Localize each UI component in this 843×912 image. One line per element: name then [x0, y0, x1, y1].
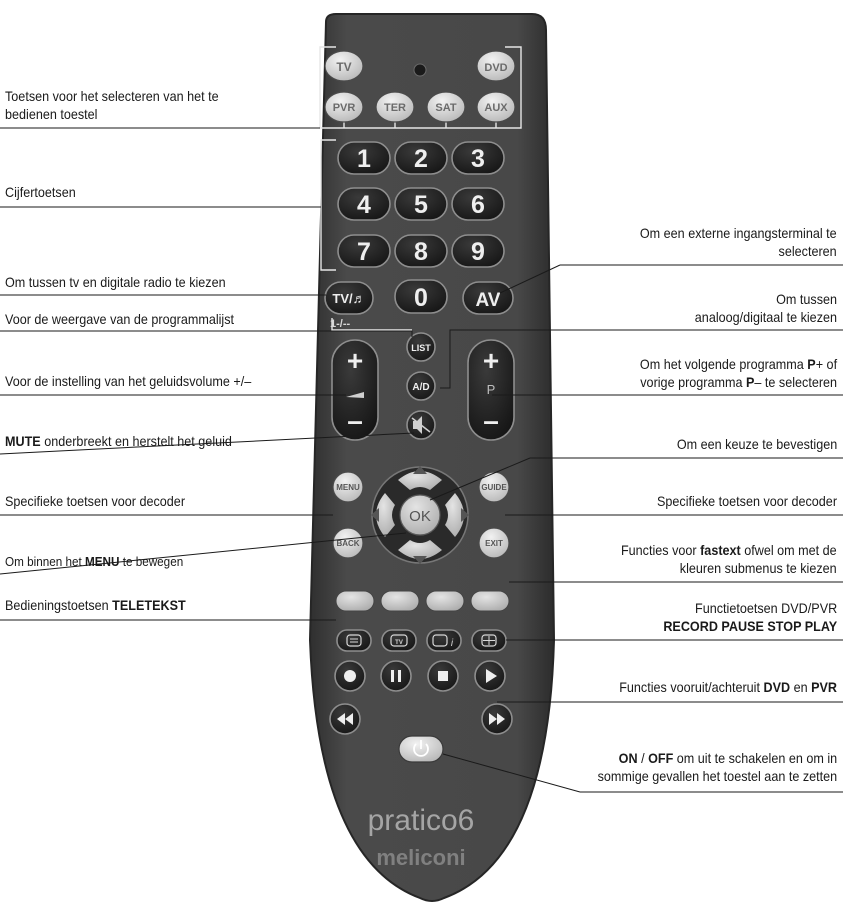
key-back[interactable]: [333, 528, 363, 558]
fastext-key-3[interactable]: [426, 591, 464, 611]
label-program: Om het volgende programma P+ of vorige programma P– te selecteren: [639, 356, 837, 390]
key-ad[interactable]: [407, 372, 435, 400]
key-tv-radio[interactable]: [325, 282, 373, 314]
label-decoder-left: Specifieke toetsen voor decoder: [5, 493, 186, 509]
key-record[interactable]: [335, 661, 365, 691]
key-tv-mode[interactable]: [382, 630, 416, 651]
stop-icon: [438, 671, 448, 681]
key-digit-1[interactable]: [338, 142, 390, 174]
program-minus: –: [483, 405, 499, 436]
key-rewind[interactable]: [330, 704, 360, 734]
label-device-select: Toetsen voor het selecteren van het te bedienen toestel: [5, 88, 219, 122]
key-digit-2[interactable]: [395, 142, 447, 174]
svg-text:AV: AV: [475, 290, 501, 311]
key-sat-label: SAT: [435, 102, 457, 114]
svg-text:9: 9: [471, 238, 485, 266]
key-stop[interactable]: [428, 661, 458, 691]
key-subtitle-info[interactable]: [427, 630, 461, 651]
key-exit[interactable]: [479, 528, 509, 558]
program-plus: +: [482, 345, 500, 376]
label-ad: Om tussen analoog/digitaal te kiezen: [694, 291, 837, 325]
svg-text:EXIT: EXIT: [485, 539, 503, 548]
label-menu-nav: Om binnen het MENU te bewegen: [5, 554, 184, 569]
fastext-key-4[interactable]: [471, 591, 509, 611]
svg-text:6: 6: [471, 191, 485, 219]
record-icon: [344, 670, 356, 682]
volume-rocker[interactable]: [332, 340, 378, 440]
fastext-key-1[interactable]: [336, 591, 374, 611]
key-digit-7[interactable]: [338, 235, 390, 267]
key-aux[interactable]: [477, 92, 515, 122]
key-guide[interactable]: [479, 472, 509, 502]
one-dash-label: 1-/--: [330, 318, 351, 330]
label-volume: Voor de instelling van het geluidsvolume +/–: [5, 373, 252, 389]
key-dvd-label: DVD: [484, 62, 508, 74]
svg-text:TV: TV: [395, 640, 403, 646]
svg-text:i: i: [450, 638, 454, 649]
key-digit-5[interactable]: [395, 188, 447, 220]
key-pvr[interactable]: [325, 92, 363, 122]
key-digit-8[interactable]: [395, 235, 447, 267]
ir-led-icon: [414, 64, 426, 76]
svg-text:0: 0: [414, 284, 428, 312]
fastext-key-2[interactable]: [381, 591, 419, 611]
svg-text:2: 2: [414, 145, 428, 173]
key-tv[interactable]: [325, 51, 363, 81]
label-dvd-pvr: Functietoetsen DVD/PVR RECORD PAUSE STOP PLAY: [663, 600, 837, 634]
key-pause[interactable]: [381, 661, 411, 691]
label-av: Om een externe ingangsterminal te selecteren: [640, 225, 837, 259]
key-digit-0[interactable]: [395, 280, 447, 313]
key-av[interactable]: [463, 282, 513, 314]
label-mute: MUTE onderbreekt en herstelt het geluid: [5, 433, 232, 449]
key-aux-label: AUX: [484, 102, 508, 114]
svg-text:OK: OK: [409, 508, 431, 525]
key-dvd[interactable]: [477, 51, 515, 81]
key-mix[interactable]: [472, 630, 506, 651]
program-rocker[interactable]: [468, 340, 514, 440]
svg-text:MENU: MENU: [336, 483, 360, 492]
brand-name: meliconi: [376, 845, 466, 870]
label-power: ON / OFF om uit te schakelen en om in sommige gevallen het toestel aan te zetten: [597, 750, 837, 784]
key-digit-6[interactable]: [452, 188, 504, 220]
key-pvr-label: PVR: [332, 102, 356, 114]
brand-model: pratico6: [367, 804, 475, 837]
key-digit-4[interactable]: [338, 188, 390, 220]
svg-text:8: 8: [414, 238, 428, 266]
key-fast-forward[interactable]: [482, 704, 512, 734]
label-ok-confirm: Om een keuze te bevestigen: [676, 436, 837, 452]
svg-text:4: 4: [357, 191, 371, 219]
svg-text:7: 7: [357, 238, 371, 266]
key-digit-9[interactable]: [452, 235, 504, 267]
key-ter-label: TER: [384, 102, 406, 114]
key-ter[interactable]: [376, 92, 414, 122]
label-program-list: Voor de weergave van de programmalijst: [5, 311, 235, 327]
key-list[interactable]: [407, 333, 435, 361]
label-ff-rw: Functies vooruit/achteruit DVD en PVR: [619, 679, 837, 695]
svg-text:GUIDE: GUIDE: [481, 483, 507, 492]
label-teletext: Bedieningstoetsen TELETEKST: [5, 597, 186, 613]
key-teletext[interactable]: [337, 630, 371, 651]
key-sat[interactable]: [427, 92, 465, 122]
key-tv-label: TV: [336, 60, 352, 74]
key-menu[interactable]: [333, 472, 363, 502]
svg-text:5: 5: [414, 191, 428, 219]
label-decoder-right: Specifieke toetsen voor decoder: [656, 493, 837, 509]
svg-text:TV/♬: TV/♬: [332, 291, 366, 306]
volume-plus: +: [346, 345, 364, 376]
svg-text:BACK: BACK: [336, 539, 360, 548]
key-power[interactable]: [399, 736, 443, 762]
svg-text:LIST: LIST: [411, 343, 431, 353]
key-mute[interactable]: [407, 411, 435, 439]
svg-text:3: 3: [471, 145, 485, 173]
key-play[interactable]: [475, 661, 505, 691]
label-fastext: Functies voor fastext ofwel om met de kleuren submenus te kiezen: [621, 542, 837, 576]
key-digit-3[interactable]: [452, 142, 504, 174]
svg-text:1: 1: [357, 145, 371, 173]
key-ok[interactable]: [400, 495, 440, 535]
svg-text:A/D: A/D: [412, 382, 430, 393]
program-letter: P: [486, 382, 496, 397]
label-tv-radio: Om tussen tv en digitale radio te kiezen: [5, 274, 226, 290]
volume-minus: –: [347, 405, 363, 436]
label-digits: Cijfertoetsen: [5, 184, 76, 200]
